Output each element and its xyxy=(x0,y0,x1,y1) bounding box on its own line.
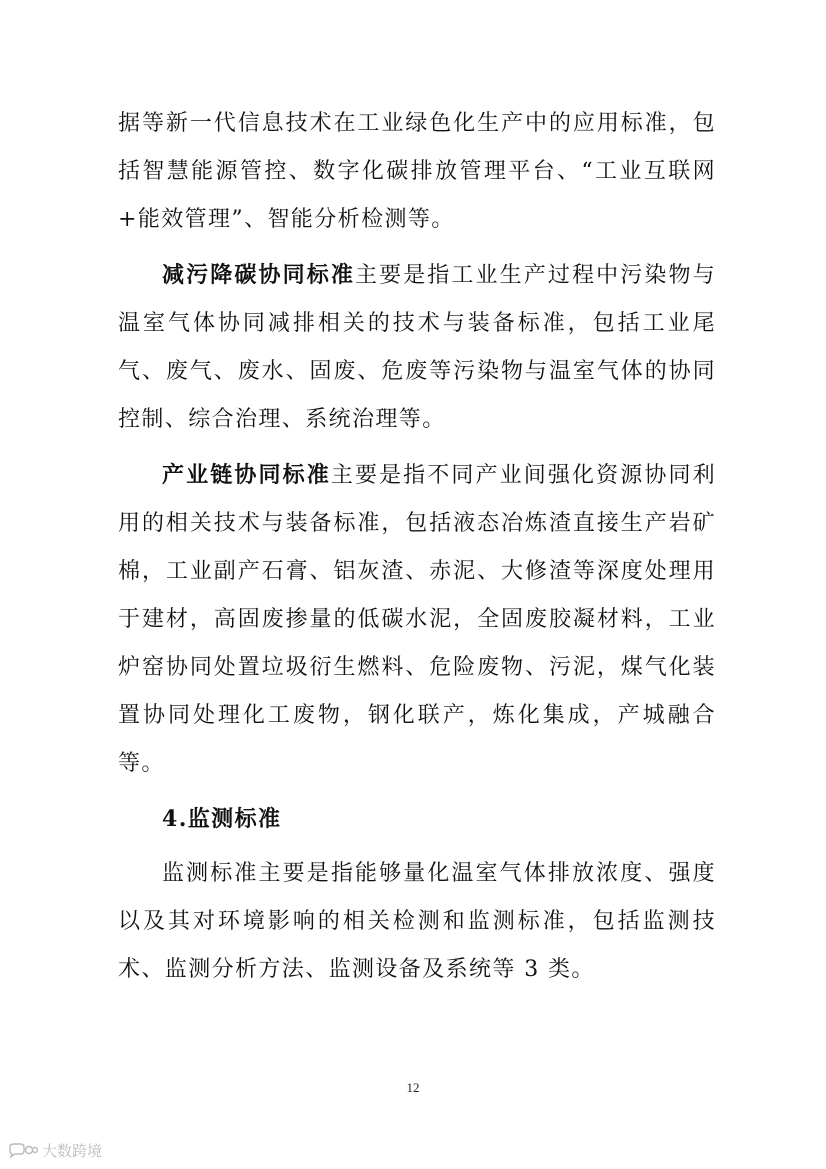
paragraph-continuation xyxy=(118,100,716,244)
paragraph-text: 主要是指不同产业间强化资源协同利用的相关技术与装备标准，包括液态冶炼渣直接生产岩矿棉，工业副产石膏、铝灰渣、赤泥、大修渣等深度处理用于建材，高固废掺量的低碳水泥，全固废胶凝材料，工业炉窑协同处置垃圾衍生燃料、危险废物、污泥，煤气化装置协同处理化工废物，钢化联产，炼化集成，产城融合等。 xyxy=(118,463,716,776)
paragraph-text: 主要是指工业生产过程中污染物与温室气体协同减排相关的技术与装备标准，包括工业尾气、废气、废水、固废、危废等污染物与温室气体的协同控制、综合治理、系统治理等。 xyxy=(118,263,716,432)
paragraph-industry-chain xyxy=(118,451,716,788)
paragraph-term: 产业链协同标准 xyxy=(162,462,331,488)
paragraph-monitoring xyxy=(118,850,716,994)
chat-bubble-logo-icon xyxy=(8,1143,38,1159)
body-text xyxy=(118,100,716,1001)
paragraph-text: 监测标准主要是指能够量化温室气体排放浓度、强度以及其对环境影响的相关检测和监测标准，包括监测技术、监测分析方法、监测设备及系统等 3 类。 xyxy=(118,861,716,982)
page-number: 12 xyxy=(406,1080,420,1095)
section-heading: 4.监测标准 xyxy=(162,806,282,832)
paragraph-pollution-carbon xyxy=(118,251,716,444)
paragraph-term: 减污降碳协同标准 xyxy=(162,262,355,288)
paragraph-text: 据等新一代信息技术在工业绿色化生产中的应用标准，包括智慧能源管控、数字化碳排放管理平台、“工业互联网+能效管理”、智能分析检测等。 xyxy=(118,111,716,232)
watermark xyxy=(8,1140,102,1161)
watermark-text: 大数跨境 xyxy=(42,1142,103,1160)
